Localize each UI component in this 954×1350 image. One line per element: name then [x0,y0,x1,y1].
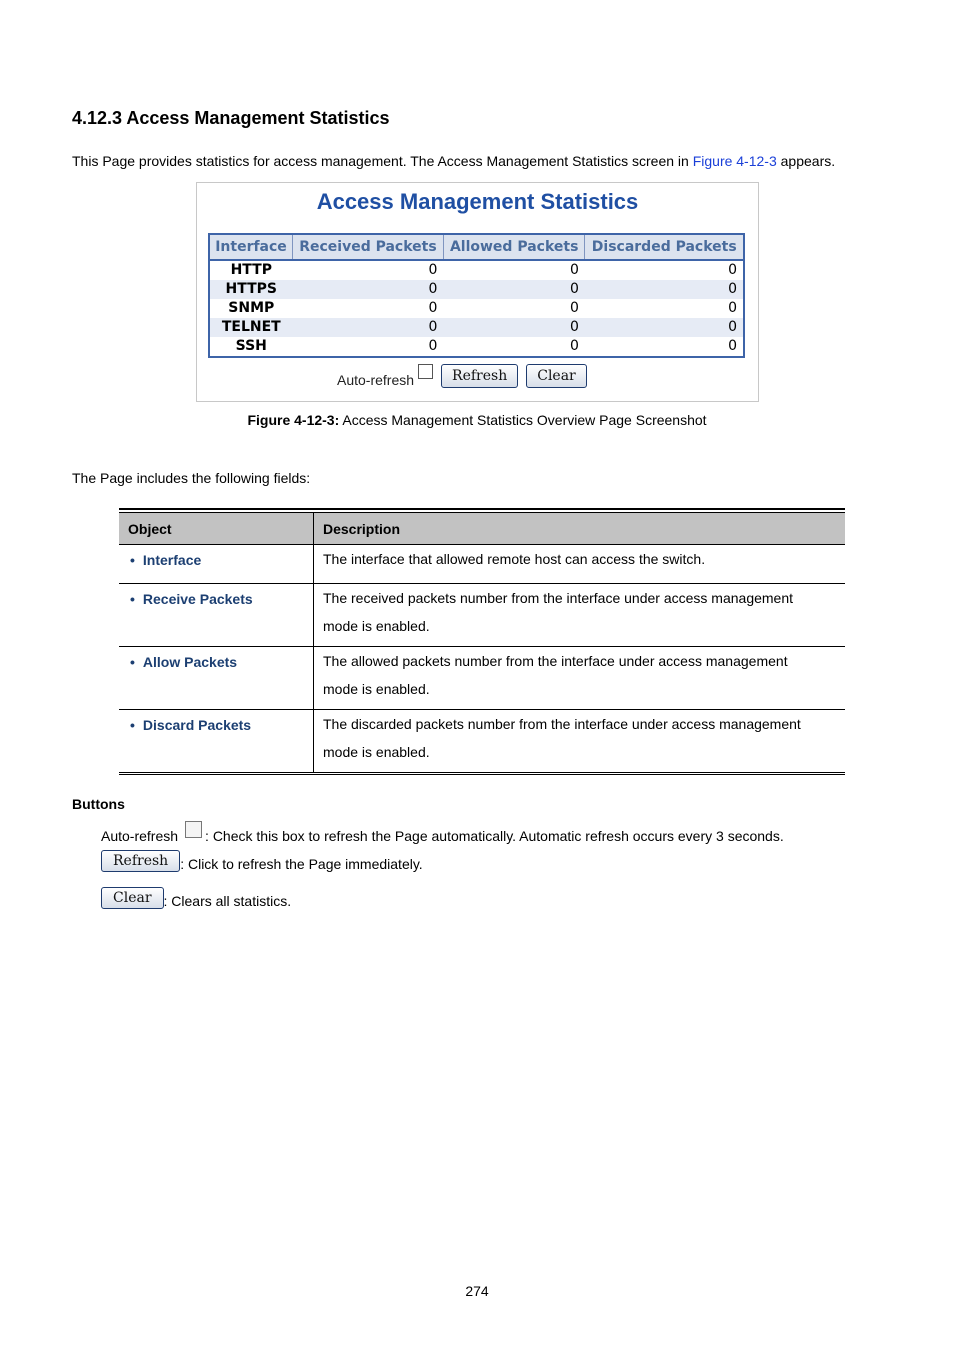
refresh-button[interactable]: Refresh [441,364,518,388]
interface-cell: HTTPS [209,280,293,299]
refresh-help-button[interactable]: Refresh [101,850,180,872]
fields-table [119,512,845,775]
description-line: The interface that allowed remote host can access the switch. [323,551,706,567]
auto-refresh-help [101,821,784,844]
col-interface: Interface [209,234,293,260]
received-cell: 0 [428,300,438,316]
screenshot-panel [196,182,759,402]
discarded-cell: 0 [585,318,744,337]
interface-cell: HTTP [230,262,272,278]
page-number: 274 [465,1283,489,1299]
refresh-help [101,850,423,872]
screenshot-title: Access Management Statistics [316,189,639,214]
figure-caption-text: Access Management Statistics Overview Page Screenshot [339,412,707,428]
interface-cell: SNMP [228,300,275,316]
clear-help-button[interactable]: Clear [101,887,164,909]
table-row [209,337,744,357]
auto-refresh-checkbox[interactable] [418,364,433,379]
fields-header-row [119,513,845,545]
table-row [209,318,744,337]
auto-refresh-help-label: Auto-refresh [101,828,179,844]
received-cell: 0 [293,318,444,337]
description-line: The allowed packets number from the interface under access management [323,653,788,669]
intro-text: This Page provides statistics for access management. The Access Management Statistics screen in [72,153,693,169]
description-line: mode is enabled. [323,681,430,697]
table-row [209,260,744,280]
fields-intro: The Page includes the following fields: [72,470,311,486]
discarded-cell: 0 [585,280,744,299]
description-line: mode is enabled. [323,618,430,634]
col-object: Object [119,513,314,545]
table-row [209,299,744,318]
description-line: mode is enabled. [323,744,430,760]
section-title: 4.12.3 Access Management Statistics [72,108,390,128]
interface-cell: TELNET [209,318,293,337]
discarded-cell: 0 [728,338,737,354]
allowed-cell: 0 [443,280,585,299]
refresh-help-text: : Click to refresh the Page immediately. [180,856,423,872]
auto-refresh-help-checkbox[interactable] [185,821,202,838]
object-cell: • Receive Packets [119,584,314,647]
object-cell: • Discard Packets [119,710,314,774]
interface-cell: SSH [235,338,267,354]
buttons-heading: Buttons [72,796,125,812]
description-line: The received packets number from the interface under access management [323,590,794,606]
description-cell [314,647,846,710]
allowed-cell: 0 [570,262,579,278]
discarded-cell: 0 [728,262,737,278]
screenshot-controls [337,364,587,388]
stats-header-row [209,234,744,260]
description-cell [314,584,846,647]
intro-paragraph [72,153,835,169]
auto-refresh-label [337,364,433,388]
table-row [209,280,744,299]
intro-text-end: appears. [776,153,836,169]
allowed-cell: 0 [570,338,579,354]
object-cell: • Interface [119,545,314,584]
description-cell [314,545,846,584]
figure-caption [0,412,954,428]
figure-link[interactable]: Figure 4-12-3 [692,153,777,169]
auto-refresh-text: Auto-refresh [337,372,415,388]
col-allowed: Allowed Packets [443,234,585,260]
clear-help [101,887,291,909]
fields-table-wrapper [119,508,845,775]
object-cell: • Allow Packets [119,647,314,710]
received-cell: 0 [293,280,444,299]
received-cell: 0 [428,262,438,278]
received-cell: 0 [428,338,438,354]
description-cell [314,710,846,774]
allowed-cell: 0 [570,300,579,316]
clear-button[interactable]: Clear [526,364,587,388]
allowed-cell: 0 [443,318,585,337]
stats-table [208,233,745,358]
discarded-cell: 0 [728,300,737,316]
figure-label: Figure 4-12-3: [247,412,340,428]
table-row [119,647,845,710]
col-received: Received Packets [293,234,444,260]
table-row [119,710,845,774]
table-row [119,545,845,584]
col-description: Description [314,513,846,545]
table-row [119,584,845,647]
description-line: The discarded packets number from the interface under access management [323,716,801,732]
auto-refresh-help-text: : Check this box to refresh the Page automatically. Automatic refresh occurs every 3 seconds. [205,828,784,844]
clear-help-text: : Clears all statistics. [163,893,292,909]
col-discarded: Discarded Packets [585,234,744,260]
